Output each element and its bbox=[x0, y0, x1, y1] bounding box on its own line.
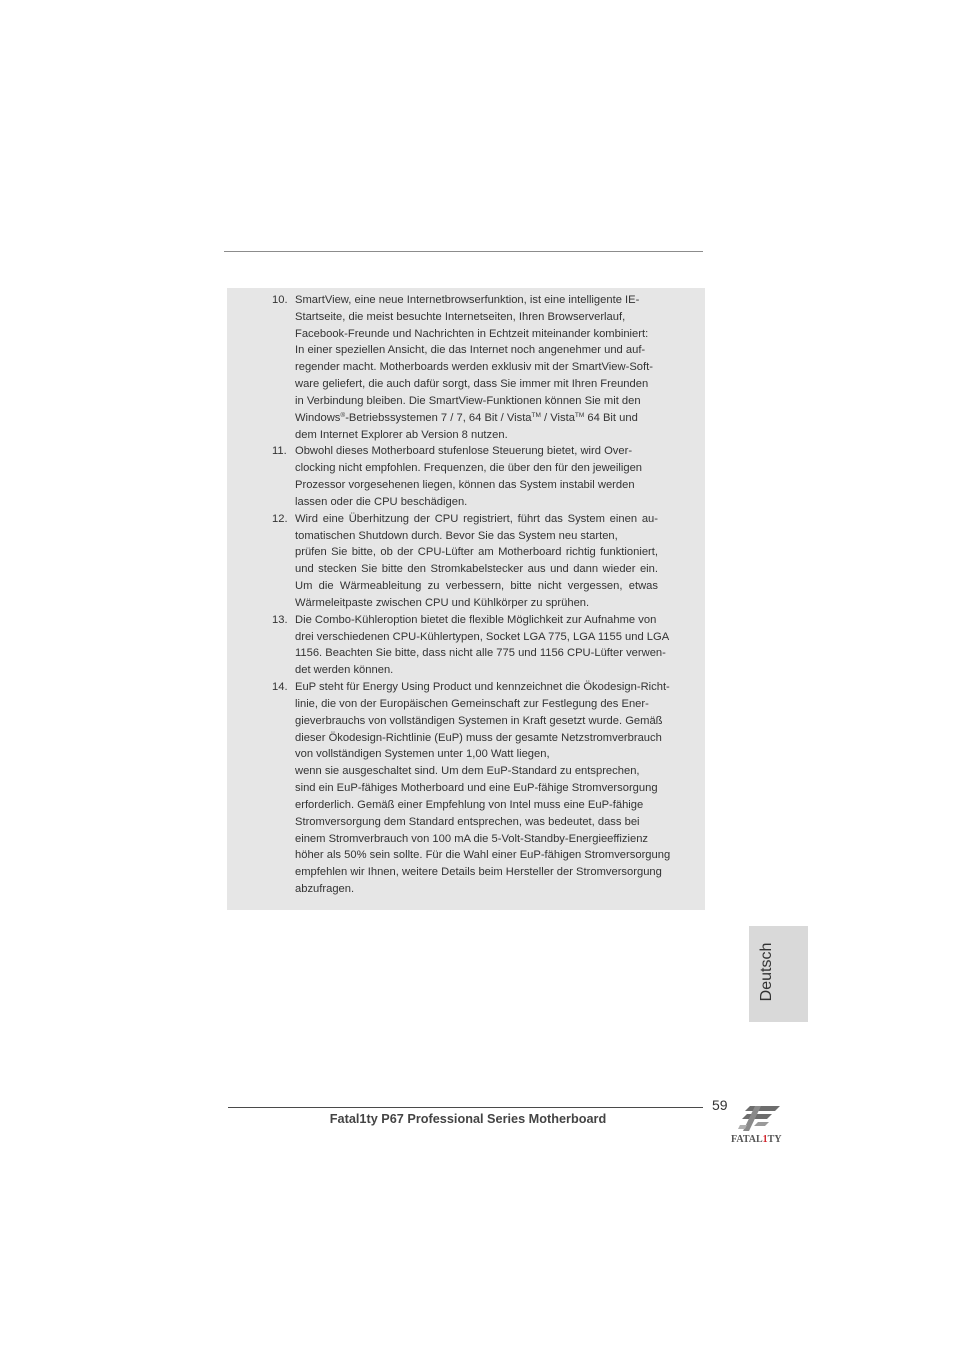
text-line: einem Stromverbrauch von 100 mA die 5-Volt-Standby-Energieeffizienz bbox=[295, 832, 649, 845]
wordmark-right: TY bbox=[767, 1134, 782, 1145]
list-item-text bbox=[295, 612, 705, 679]
text-line: und stecken Sie bitte den Stromkabelstecker aus und dann wieder ein. bbox=[295, 563, 658, 576]
list-item-text bbox=[295, 511, 705, 612]
text-line: Wird eine Überhitzung der CPU registriert, führt das System einen au- bbox=[295, 512, 658, 525]
text-line-with-trademarks bbox=[295, 410, 705, 427]
list-item bbox=[227, 511, 705, 612]
list-item bbox=[227, 679, 705, 898]
text-line: 1156. Beachten Sie bitte, dass nicht alle 775 und 1156 CPU-Lüfter verwen- bbox=[295, 647, 666, 660]
text-segment: 64 Bit und bbox=[584, 411, 638, 424]
list-item-number: 14. bbox=[272, 681, 288, 694]
text-line: sind ein EuP-fähiges Motherboard und eine EuP-fähige Stromversorgung bbox=[295, 782, 658, 795]
text-line: EuP steht für Energy Using Product und kennzeichnet die Ökodesign-Richt- bbox=[295, 681, 670, 694]
text-line: det werden können. bbox=[295, 664, 394, 677]
text-line: erforderlich. Gemäß einer Empfehlung von Intel muss eine EuP-fähige bbox=[295, 798, 644, 811]
text-line: in Verbindung bleiben. Die SmartView-Funktionen können Sie mit den bbox=[295, 394, 641, 407]
text-line: Facebook-Freunde und Nachrichten in Echtzeit miteinander kombiniert: bbox=[295, 327, 649, 340]
text-line: regender macht. Motherboards werden exklusiv mit der SmartView-Soft- bbox=[295, 361, 653, 374]
text-line: clocking nicht empfohlen. Frequenzen, die über den für den jeweiligen bbox=[295, 462, 643, 475]
notes-box bbox=[227, 288, 705, 910]
trademark-mark: TM bbox=[531, 411, 541, 419]
text-line: dem Internet Explorer ab Version 8 nutzen. bbox=[295, 428, 508, 441]
text-line: Stromversorgung dem Standard entsprechen, was bedeutet, dass bei bbox=[295, 815, 640, 828]
wordmark-accent: 1 bbox=[762, 1134, 768, 1145]
text-line: abzufragen. bbox=[295, 882, 355, 895]
list-item bbox=[227, 443, 705, 510]
list-item-text bbox=[295, 679, 705, 898]
list-item bbox=[227, 612, 705, 679]
text-line: Um die Wärmeableitung zu verbessern, bitte nicht vergessen, etwas bbox=[295, 580, 658, 593]
list-item-text bbox=[295, 292, 705, 443]
language-tab bbox=[749, 926, 808, 1022]
text-line: gieverbrauchs von vollständigen Systemen in Kraft gesetzt wurde. Gemäß bbox=[295, 714, 663, 727]
text-line: Die Combo-Kühleroption bietet die flexible Möglichkeit zur Aufnahme von bbox=[295, 613, 657, 626]
text-line: Wärmeleitpaste zwischen CPU und Kühlkörper zu sprühen. bbox=[295, 596, 590, 609]
text-line: prüfen Sie bitte, ob der CPU-Lüfter am Motherboard richtig funktioniert, bbox=[295, 546, 658, 559]
text-segment: / Vista bbox=[540, 411, 575, 424]
text-line: lassen oder die CPU beschädigen. bbox=[295, 495, 468, 508]
list-item-number: 11. bbox=[272, 445, 287, 458]
text-line: Prozessor vorgesehenen liegen, können das System instabil werden bbox=[295, 479, 635, 492]
fatal1ty-wordmark bbox=[731, 1134, 782, 1145]
list-item bbox=[227, 292, 705, 443]
page-number: 59 bbox=[712, 1097, 728, 1113]
text-line: tomatischen Shutdown durch. Bevor Sie das System neu starten, bbox=[295, 529, 618, 542]
list-item-number: 13. bbox=[272, 613, 288, 626]
wordmark-left: FATAL bbox=[731, 1134, 763, 1145]
list-item-number: 12. bbox=[272, 512, 288, 525]
registered-mark: ® bbox=[340, 411, 346, 419]
text-segment: -Betriebssystemen 7 / 7, 64 Bit / Vista bbox=[345, 411, 532, 424]
list-item-number: 10. bbox=[272, 294, 288, 306]
list-item-text bbox=[295, 443, 705, 510]
text-line: empfehlen wir Ihnen, weitere Details beim Hersteller der Stromversorgung bbox=[295, 866, 662, 879]
text-line: In einer speziellen Ansicht, die das Internet noch angenehmer und auf- bbox=[295, 344, 646, 357]
footer-title: Fatal1ty P67 Professional Series Motherboard bbox=[329, 1112, 607, 1126]
header-rule bbox=[224, 251, 703, 252]
text-line: wenn sie ausgeschaltet sind. Um dem EuP-Standard zu entsprechen, bbox=[295, 765, 640, 778]
fatal1ty-emblem-icon bbox=[738, 1106, 780, 1131]
language-tab-label: Deutsch bbox=[758, 942, 775, 1002]
text-line: von vollständigen Systemen unter 1,00 Watt liegen, bbox=[295, 748, 550, 761]
trademark-mark: TM bbox=[574, 411, 585, 419]
fatal1ty-logo bbox=[728, 1103, 788, 1145]
footer-rule bbox=[228, 1107, 703, 1108]
text-line: Obwohl dieses Motherboard stufenlose Steuerung bietet, wird Over- bbox=[295, 445, 633, 458]
text-line: höher als 50% sein sollte. Für die Wahl einer EuP-fähigen Stromversorgung bbox=[295, 849, 671, 862]
text-line: dieser Ökodesign-Richtlinie (EuP) muss der gesamte Netzstromverbrauch bbox=[295, 731, 662, 744]
text-line: Startseite, die meist besuchte Internetseiten, Ihren Browserverlauf, bbox=[295, 310, 626, 323]
text-line: linie, die von der Europäischen Gemeinschaft zur Festlegung des Ener- bbox=[295, 697, 649, 710]
text-segment: Windows bbox=[295, 411, 341, 424]
text-line: drei verschiedenen CPU-Kühlertypen, Socket LGA 775, LGA 1155 und LGA bbox=[295, 630, 670, 643]
text-line: SmartView, eine neue Internetbrowserfunktion, ist eine intelligente IE- bbox=[295, 294, 640, 306]
text-line: ware geliefert, die auch dafür sorgt, dass Sie immer mit Ihren Freunden bbox=[295, 378, 649, 391]
